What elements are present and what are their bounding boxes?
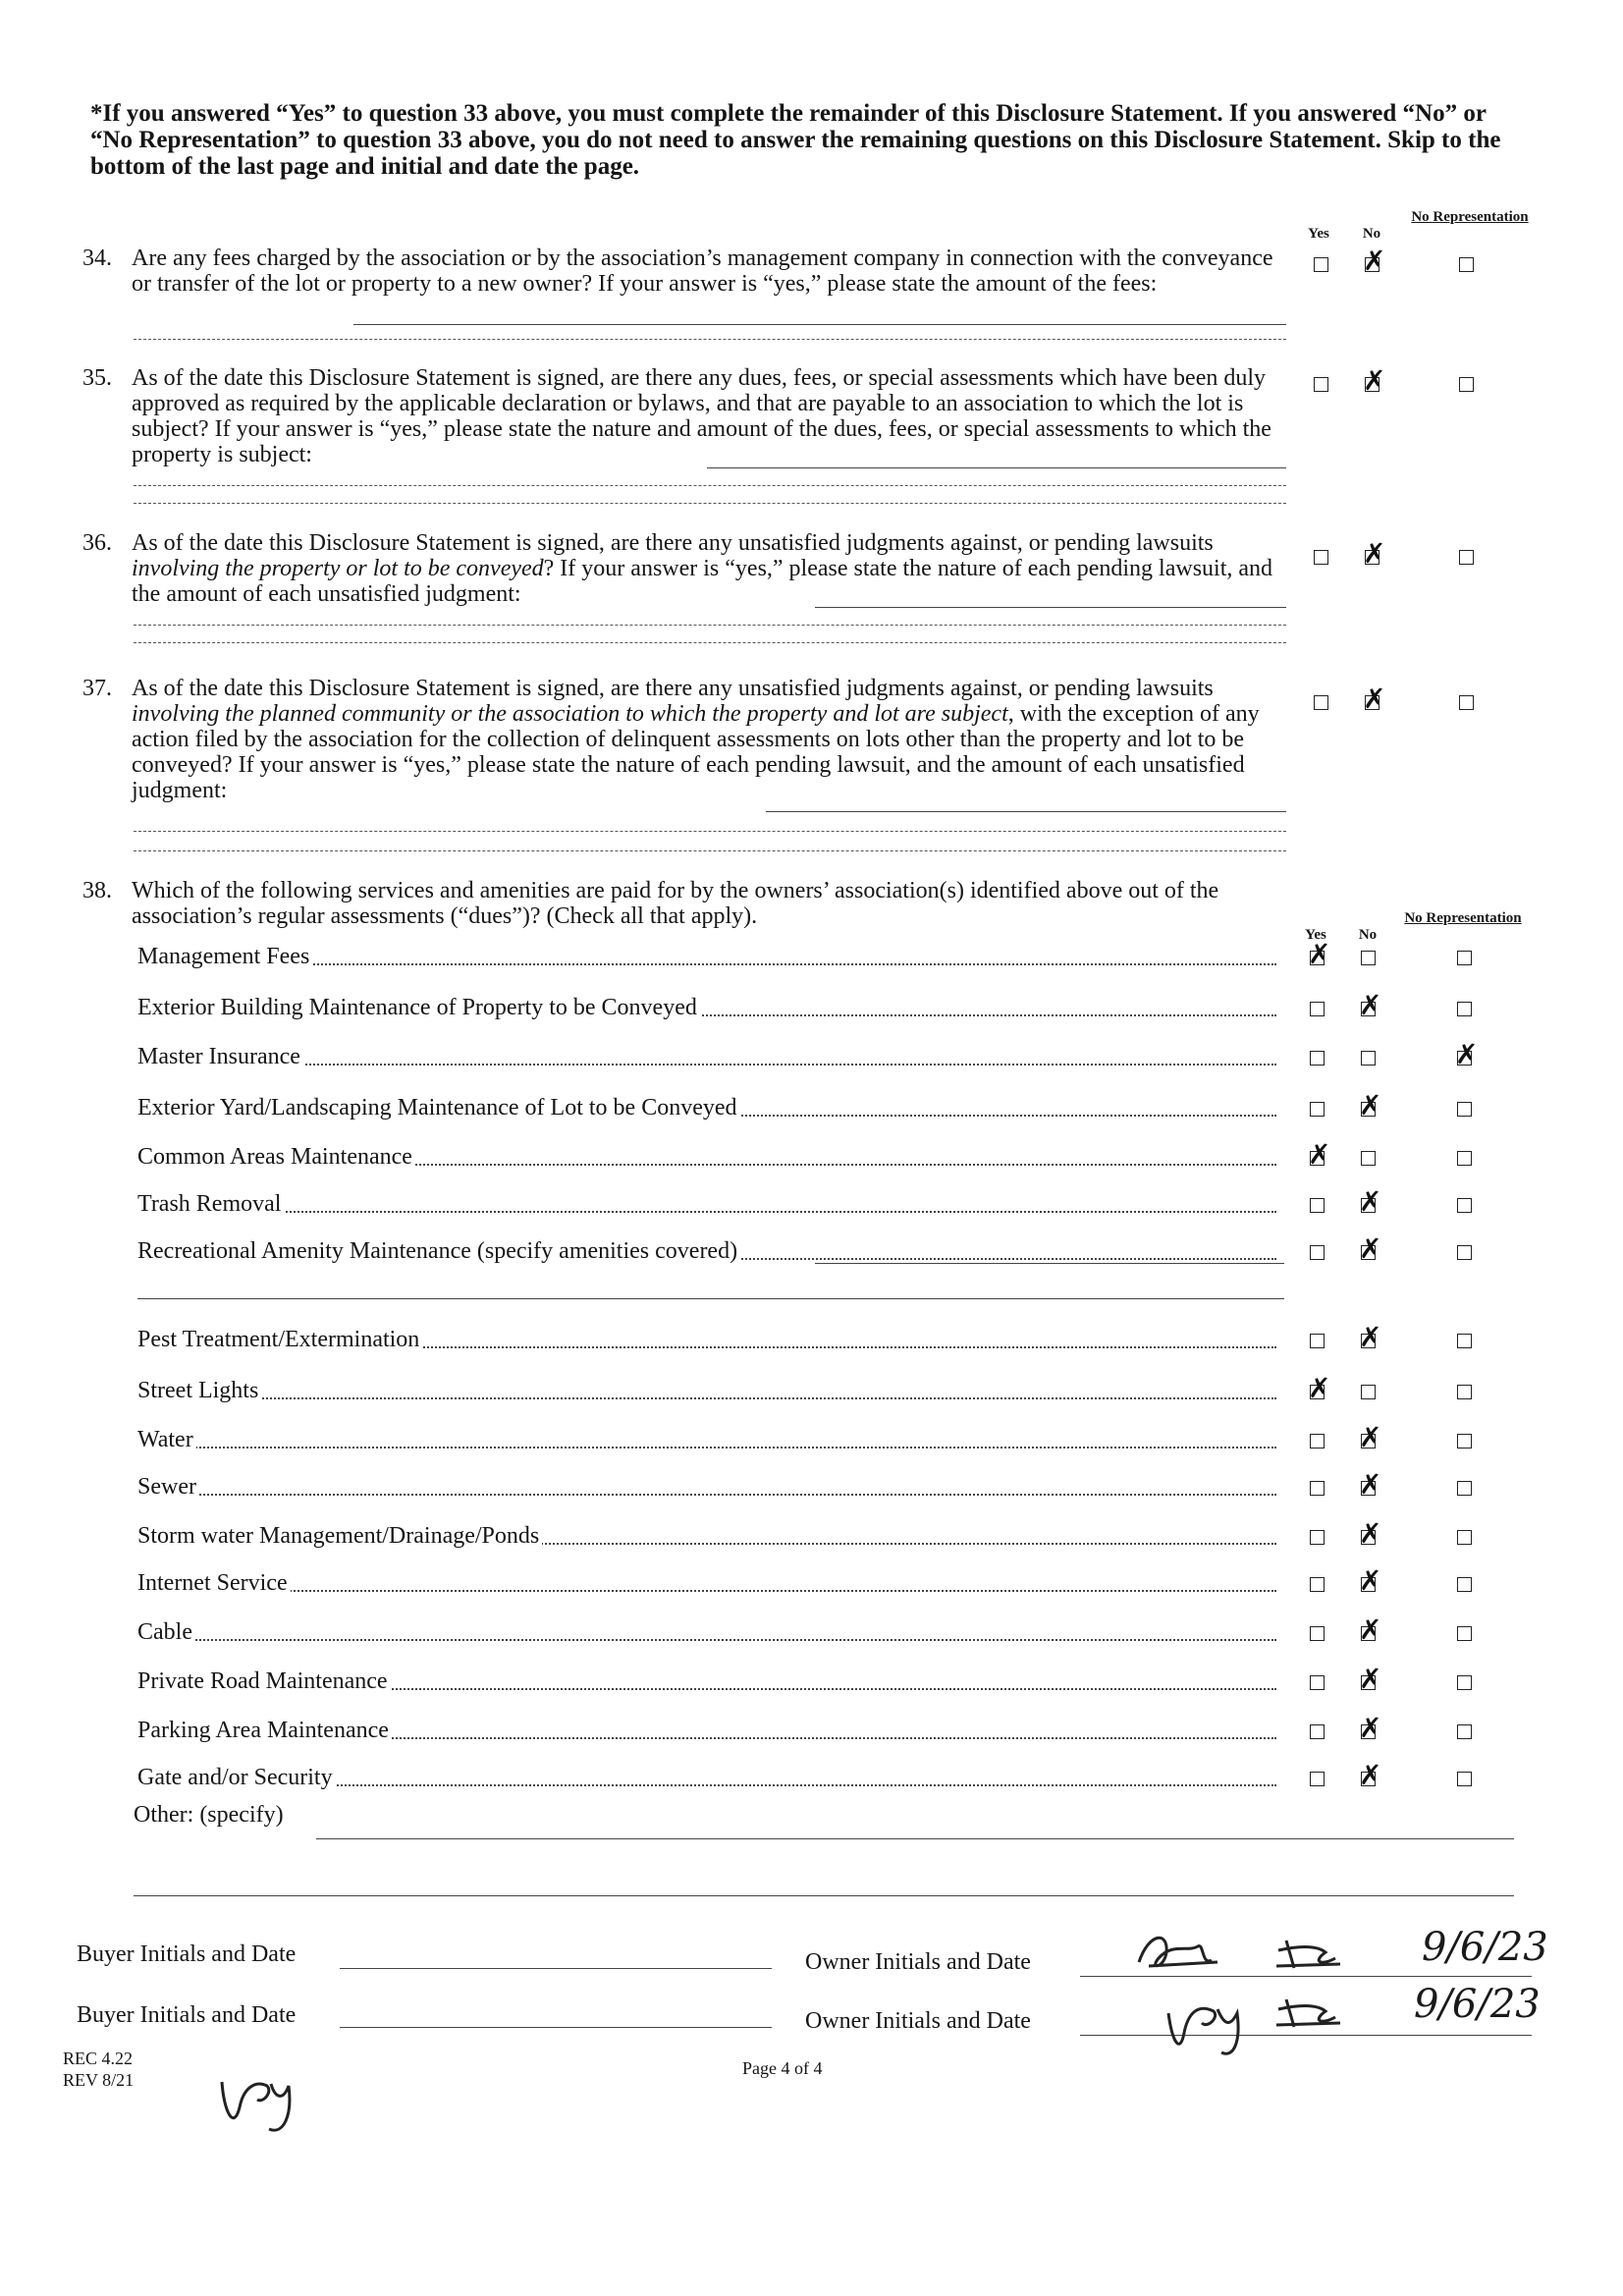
- service-row: [137, 1426, 1276, 1453]
- checkbox-no-representation[interactable]: [1459, 377, 1474, 392]
- owner-date-2: 9/6/23: [1414, 1982, 1541, 2027]
- leader-dots: [137, 1590, 1276, 1592]
- question-34: [82, 246, 1288, 297]
- checkbox-yes[interactable]: [1310, 1198, 1325, 1213]
- check-mark: ✗: [1359, 989, 1382, 1021]
- checkbox-no-representation[interactable]: [1457, 1151, 1472, 1166]
- checkbox-yes[interactable]: [1310, 1772, 1325, 1786]
- checkbox-no[interactable]: [1361, 1385, 1376, 1399]
- col-header-no: No: [1362, 226, 1381, 242]
- checkbox-no-representation[interactable]: [1457, 1245, 1472, 1260]
- page-number: Page 4 of 4: [742, 2058, 823, 2078]
- service-row: [137, 943, 1276, 970]
- leader-dots: [137, 1397, 1276, 1399]
- service-label: Exterior Yard/Landscaping Maintenance of Lot to be Conveyed: [137, 1095, 740, 1121]
- handwritten-initials: [214, 2062, 302, 2141]
- checkbox-yes[interactable]: [1310, 1334, 1325, 1348]
- checkbox-no[interactable]: [1361, 951, 1376, 965]
- checkbox-no-representation[interactable]: [1459, 257, 1474, 272]
- checkbox-no-representation[interactable]: [1457, 1772, 1472, 1786]
- service-row: [137, 1473, 1276, 1501]
- question-text: Which of the following services and amenities are paid for by the owners’ association(s) identified above out of the association’s regular assessments (“dues”)? (Check all that apply).: [132, 878, 1219, 929]
- service-label: Cable: [137, 1619, 195, 1645]
- service-row: [137, 1764, 1276, 1791]
- question-number: 35.: [82, 365, 112, 391]
- fill-line[interactable]: [815, 607, 1286, 608]
- check-mark: ✗: [1308, 938, 1331, 970]
- checkbox-no-representation[interactable]: [1459, 550, 1474, 565]
- service-label: Management Fees: [137, 944, 312, 969]
- fill-line[interactable]: [134, 625, 1286, 626]
- checkbox-no-representation[interactable]: [1457, 1002, 1472, 1016]
- checkbox-yes[interactable]: [1310, 1051, 1325, 1066]
- checkbox-yes[interactable]: [1314, 377, 1328, 392]
- question-37: [82, 676, 1288, 803]
- checkbox-yes[interactable]: [1310, 1481, 1325, 1496]
- service-row: [137, 1522, 1276, 1550]
- checkbox-no-representation[interactable]: [1457, 951, 1472, 965]
- service-label: Pest Treatment/Extermination: [137, 1327, 422, 1352]
- buyer-initials-label: Buyer Initials and Date: [77, 2002, 297, 2028]
- form-revision: REV 8/21: [63, 2070, 135, 2090]
- col-header-no-representation: No Representation: [1404, 910, 1522, 926]
- col-header-yes: Yes: [1305, 927, 1326, 943]
- service-label: Internet Service: [137, 1570, 291, 1596]
- question-text: As of the date this Disclosure Statement is signed, are there any unsatisfied judgments against, or pending lawsuits involving the property or lot to be conveyed? If your answer is “yes,” please state the nature of each pending lawsuit, and the amount of each unsatisfied judgment:: [132, 530, 1273, 607]
- fill-line[interactable]: [134, 503, 1286, 504]
- check-mark: ✗: [1308, 1372, 1331, 1404]
- question-text: Are any fees charged by the association or by the association’s management company in connection with the conveyance or transfer of the lot or property to a new owner? If your answer is “yes,” please state the amount of the fees:: [132, 246, 1273, 297]
- service-row: [137, 1618, 1276, 1646]
- checkbox-yes[interactable]: [1310, 1002, 1325, 1016]
- check-mark: ✗: [1359, 1517, 1382, 1550]
- check-mark: ✗: [1308, 1138, 1331, 1171]
- service-label: Gate and/or Security: [137, 1765, 336, 1790]
- service-row: [137, 1190, 1276, 1218]
- fill-line[interactable]: [134, 485, 1286, 486]
- fill-line[interactable]: [134, 642, 1286, 643]
- check-mark: ✗: [1359, 1663, 1382, 1695]
- question-number: 36.: [82, 530, 112, 556]
- check-mark: ✗: [1363, 537, 1386, 570]
- fill-line[interactable]: [134, 850, 1286, 851]
- col-header-no-representation: No Representation: [1411, 209, 1529, 225]
- check-mark: ✗: [1363, 364, 1386, 397]
- checkbox-yes[interactable]: [1314, 695, 1328, 710]
- question-35: [82, 365, 1288, 467]
- check-mark: ✗: [1359, 1185, 1382, 1218]
- checkbox-yes[interactable]: [1314, 550, 1328, 565]
- question-text: As of the date this Disclosure Statement is signed, are there any dues, fees, or special assessments which have been duly approved as required by the applicable declaration or bylaws, and that are payable to an association to which the lot is subject? If your answer is “yes,” please state the nature and amount of the dues, fees, or special assessments to which the property is subject:: [132, 365, 1271, 467]
- service-label: Trash Removal: [137, 1191, 284, 1217]
- check-mark: ✗: [1359, 1564, 1382, 1597]
- question-number: 38.: [82, 878, 112, 903]
- checkbox-no-representation[interactable]: [1457, 1102, 1472, 1117]
- buyer-initials-label: Buyer Initials and Date: [77, 1941, 297, 1967]
- check-mark: ✗: [1359, 1421, 1382, 1453]
- question-38: [82, 878, 1288, 929]
- service-label: Common Areas Maintenance: [137, 1144, 415, 1170]
- owner-date-1: 9/6/23: [1422, 1925, 1548, 1970]
- checkbox-no-representation[interactable]: [1457, 1530, 1472, 1545]
- checkbox-no-representation[interactable]: [1457, 1481, 1472, 1496]
- amenities-fill-line[interactable]: [137, 1298, 1284, 1299]
- service-row: [137, 994, 1276, 1021]
- service-label: Street Lights: [137, 1378, 261, 1403]
- checkbox-no-representation[interactable]: [1457, 1434, 1472, 1449]
- service-label: Storm water Management/Drainage/Ponds: [137, 1523, 542, 1549]
- checkbox-yes[interactable]: [1310, 1675, 1325, 1690]
- checkbox-no[interactable]: [1361, 1051, 1376, 1066]
- checkbox-yes[interactable]: [1310, 1102, 1325, 1117]
- other-fill-line[interactable]: [316, 1838, 1514, 1839]
- form-code: REC 4.22: [63, 2049, 134, 2068]
- checkbox-yes[interactable]: [1310, 1434, 1325, 1449]
- service-row: [137, 1377, 1276, 1404]
- col-header-no: No: [1358, 927, 1378, 943]
- checkbox-yes[interactable]: [1310, 1626, 1325, 1641]
- leader-dots: [137, 1494, 1276, 1496]
- owner-initials-label: Owner Initials and Date: [805, 1949, 1031, 1975]
- owner-initials-signature: [1159, 1984, 1394, 2062]
- service-row: [137, 1237, 1276, 1265]
- service-label: Master Insurance: [137, 1044, 303, 1069]
- service-row: [137, 1143, 1276, 1171]
- check-mark: ✗: [1363, 245, 1386, 277]
- check-mark: ✗: [1455, 1038, 1479, 1070]
- check-mark: ✗: [1359, 1613, 1382, 1646]
- service-label: Water: [137, 1427, 196, 1452]
- service-row: [137, 1326, 1276, 1353]
- leader-dots: [137, 1447, 1276, 1449]
- check-mark: ✗: [1359, 1759, 1382, 1791]
- checkbox-no-representation[interactable]: [1457, 1675, 1472, 1690]
- check-mark: ✗: [1363, 683, 1386, 715]
- fill-line[interactable]: [134, 831, 1286, 832]
- checkbox-yes[interactable]: [1310, 1724, 1325, 1739]
- service-label: Sewer: [137, 1474, 199, 1500]
- checkbox-no[interactable]: [1361, 1151, 1376, 1166]
- fill-line[interactable]: [766, 811, 1286, 812]
- service-row: [137, 1043, 1276, 1070]
- checkbox-yes[interactable]: [1310, 1577, 1325, 1592]
- service-label: Private Road Maintenance: [137, 1668, 391, 1694]
- checkbox-yes[interactable]: [1310, 1530, 1325, 1545]
- service-row: [137, 1717, 1276, 1744]
- buyer-initials-line[interactable]: [340, 2027, 772, 2028]
- question-number: 37.: [82, 676, 112, 701]
- buyer-initials-line[interactable]: [340, 1968, 772, 1969]
- check-mark: ✗: [1359, 1089, 1382, 1121]
- col-header-yes: Yes: [1308, 226, 1329, 242]
- question-number: 34.: [82, 246, 112, 271]
- check-mark: ✗: [1359, 1468, 1382, 1501]
- fill-line[interactable]: [353, 324, 1286, 325]
- owner-initials-label: Owner Initials and Date: [805, 2008, 1031, 2034]
- checkbox-no-representation[interactable]: [1457, 1198, 1472, 1213]
- fill-line[interactable]: [134, 339, 1286, 340]
- question-36: [82, 530, 1288, 607]
- service-label: Exterior Building Maintenance of Property to be Conveyed: [137, 995, 700, 1020]
- service-row: [137, 1094, 1276, 1121]
- service-label: Recreational Amenity Maintenance (specify amenities covered): [137, 1238, 740, 1264]
- other-fill-line[interactable]: [134, 1895, 1514, 1896]
- fill-line[interactable]: [707, 467, 1286, 468]
- checkbox-yes[interactable]: [1314, 257, 1328, 272]
- check-mark: ✗: [1359, 1321, 1382, 1353]
- leader-dots: [137, 1211, 1276, 1213]
- owner-initials-signature: [1129, 1923, 1394, 1980]
- check-mark: ✗: [1359, 1232, 1382, 1265]
- service-label: Parking Area Maintenance: [137, 1718, 392, 1743]
- checkbox-no-representation[interactable]: [1457, 1577, 1472, 1592]
- checkbox-yes[interactable]: [1310, 1245, 1325, 1260]
- checkbox-no-representation[interactable]: [1457, 1334, 1472, 1348]
- service-row: [137, 1667, 1276, 1695]
- amenities-fill-line[interactable]: [815, 1263, 1284, 1264]
- checkbox-no-representation[interactable]: [1457, 1385, 1472, 1399]
- other-label: Other: (specify): [134, 1802, 284, 1828]
- question-text: As of the date this Disclosure Statement is signed, are there any unsatisfied judgments against, or pending lawsuits involving the planned community or the association to which the property and lot are subject, with the exception of any action filed by the association for the collection of delinquent assessments on lots other than the property and lot to be conveyed? If your answer is “yes,” please state the nature of each pending lawsuit, and the amount of each unsatisfied judgment:: [132, 676, 1260, 803]
- check-mark: ✗: [1359, 1712, 1382, 1744]
- service-row: [137, 1569, 1276, 1597]
- leader-dots: [137, 1064, 1276, 1066]
- leader-dots: [137, 1639, 1276, 1641]
- intro-instructions: *If you answered “Yes” to question 33 above, you must complete the remainder of this Disclosure Statement. If you answered “No” or “No Representation” to question 33 above, you do not need to answer the remaining questions on this Disclosure Statement. Skip to the bottom of the last page and initial and date the page.: [90, 100, 1501, 180]
- checkbox-no-representation[interactable]: [1459, 695, 1474, 710]
- checkbox-no-representation[interactable]: [1457, 1626, 1472, 1641]
- checkbox-no-representation[interactable]: [1457, 1724, 1472, 1739]
